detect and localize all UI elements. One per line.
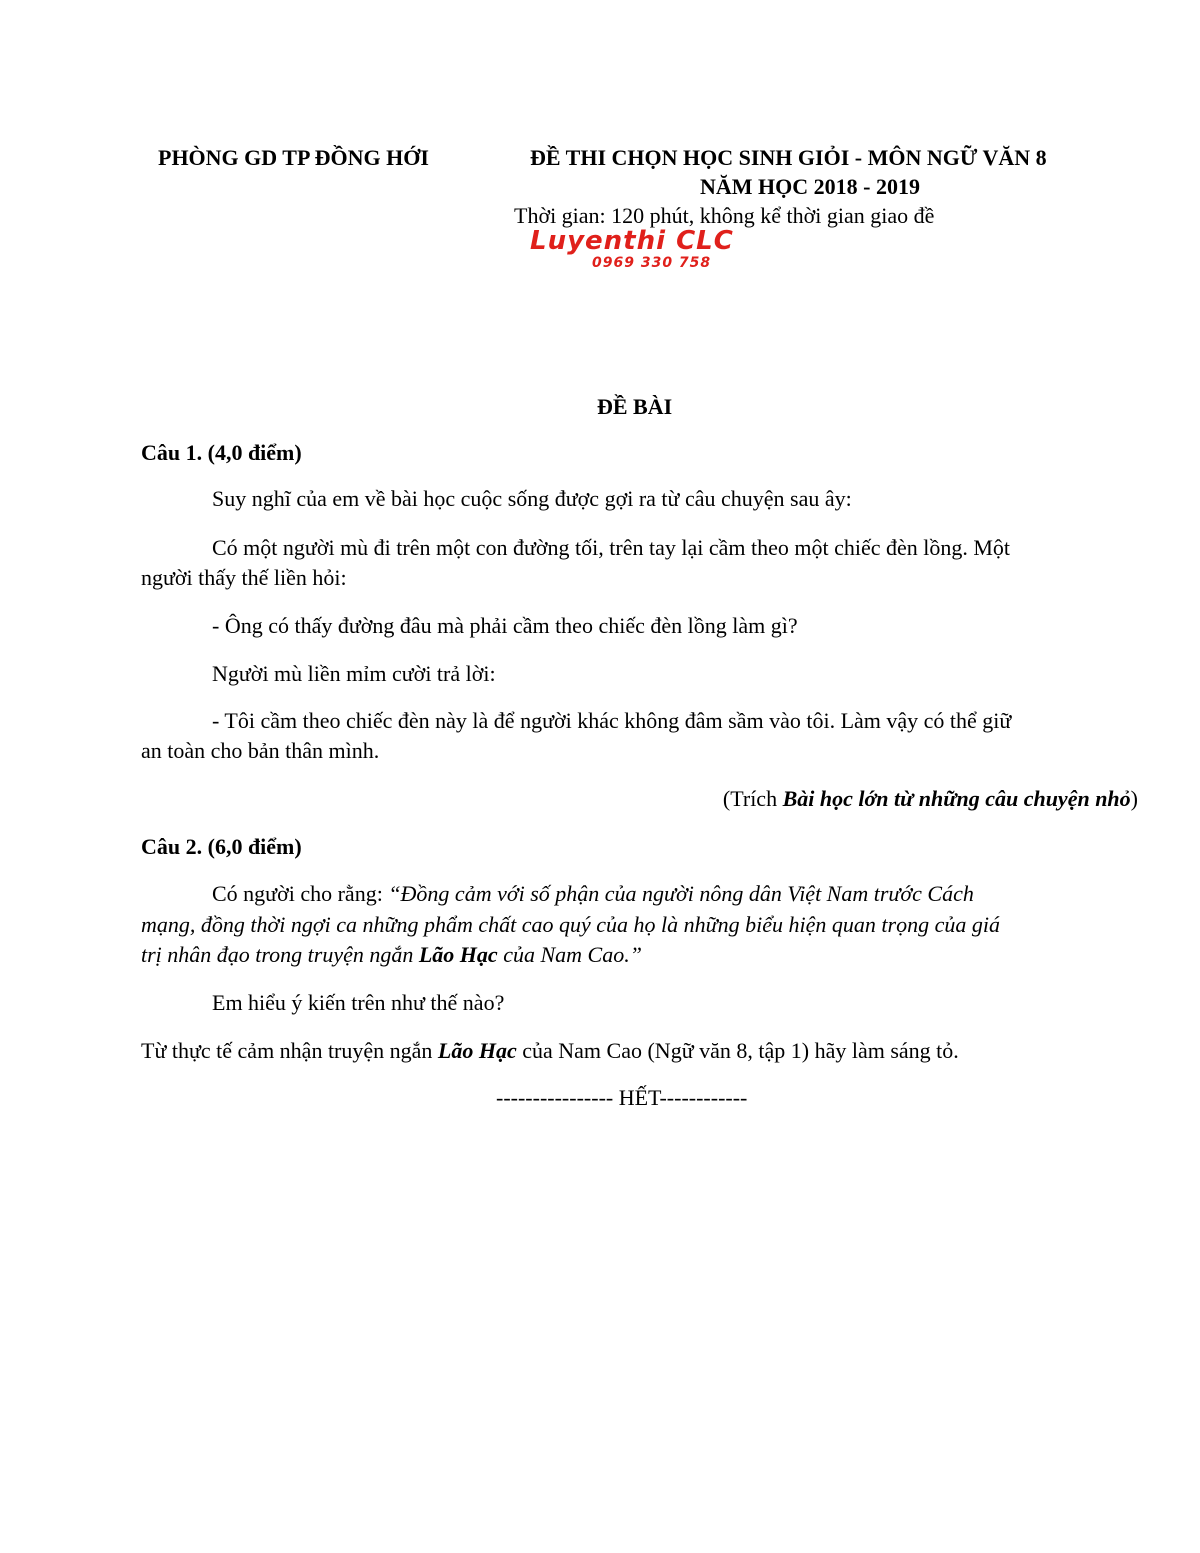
dialog-answer-line-1: - Tôi cầm theo chiếc đèn này là để người khác không đâm sầm vào tôi. Làm vậy có thể giữ: [212, 708, 1012, 733]
exam-title: ĐỀ THI CHỌN HỌC SINH GIỎI - MÔN NGỮ VĂN 8: [530, 145, 1047, 170]
quote-text-3-end: của Nam Cao.”: [497, 942, 642, 967]
quote-line-1: [212, 881, 974, 907]
quote-text-1: “Đồng cảm với số phận của người nông dân Việt Nam trước Cách: [388, 881, 974, 906]
task-work-title: Lão Hạc: [437, 1038, 517, 1063]
story-line-2: người thấy thế liền hỏi:: [141, 565, 347, 590]
watermark-brand: Luyenthi CLC: [530, 226, 734, 256]
source-citation: [723, 786, 1138, 812]
source-suffix: ): [1130, 786, 1138, 811]
question2-heading: Câu 2. (6,0 điểm): [141, 834, 302, 859]
source-title: Bài học lớn từ những câu chuyện nhỏ: [782, 786, 1131, 811]
quote-intro: Có người cho rằng:: [212, 881, 389, 906]
task-post: của Nam Cao (Ngữ văn 8, tập 1) hãy làm sáng tỏ.: [516, 1038, 959, 1063]
question2-question: Em hiểu ý kiến trên như thế nào?: [212, 990, 505, 1015]
question1-heading: Câu 1. (4,0 điểm): [141, 440, 302, 465]
source-prefix: (Trích: [722, 786, 783, 811]
quote-line-2: mạng, đồng thời ngợi ca những phẩm chất cao quý của họ là những biểu hiện quan trọng của giá: [141, 912, 1000, 937]
question1-prompt: Suy nghĩ của em về bài học cuộc sống được gợi ra từ câu chuyện sau ây:: [212, 486, 852, 511]
dialog-question: - Ông có thấy đường đâu mà phải cầm theo chiếc đèn lồng làm gì?: [212, 613, 798, 638]
quote-text-3: trị nhân đạo trong truyện ngắn: [141, 942, 419, 967]
story-line-1: Có một người mù đi trên một con đường tối, trên tay lại cầm theo một chiếc đèn lồng. Một: [212, 535, 1011, 560]
work-title: Lão Hạc: [418, 942, 498, 967]
section-title: ĐỀ BÀI: [597, 394, 673, 419]
narration: Người mù liền mỉm cười trả lời:: [212, 661, 496, 686]
exam-time: Thời gian: 120 phút, không kể thời gian giao đề: [514, 203, 935, 228]
question2-task: [141, 1038, 959, 1064]
task-pre: Từ thực tế cảm nhận truyện ngắn: [141, 1038, 438, 1063]
watermark-phone: 0969 330 758: [592, 255, 712, 271]
end-marker: ---------------- HẾT------------: [496, 1085, 748, 1110]
quote-line-3: [141, 942, 642, 968]
department-name: PHÒNG GD TP ĐỒNG HỚI: [158, 145, 429, 170]
dialog-answer-line-2: an toàn cho bản thân mình.: [141, 738, 380, 763]
school-year: NĂM HỌC 2018 - 2019: [700, 174, 920, 199]
